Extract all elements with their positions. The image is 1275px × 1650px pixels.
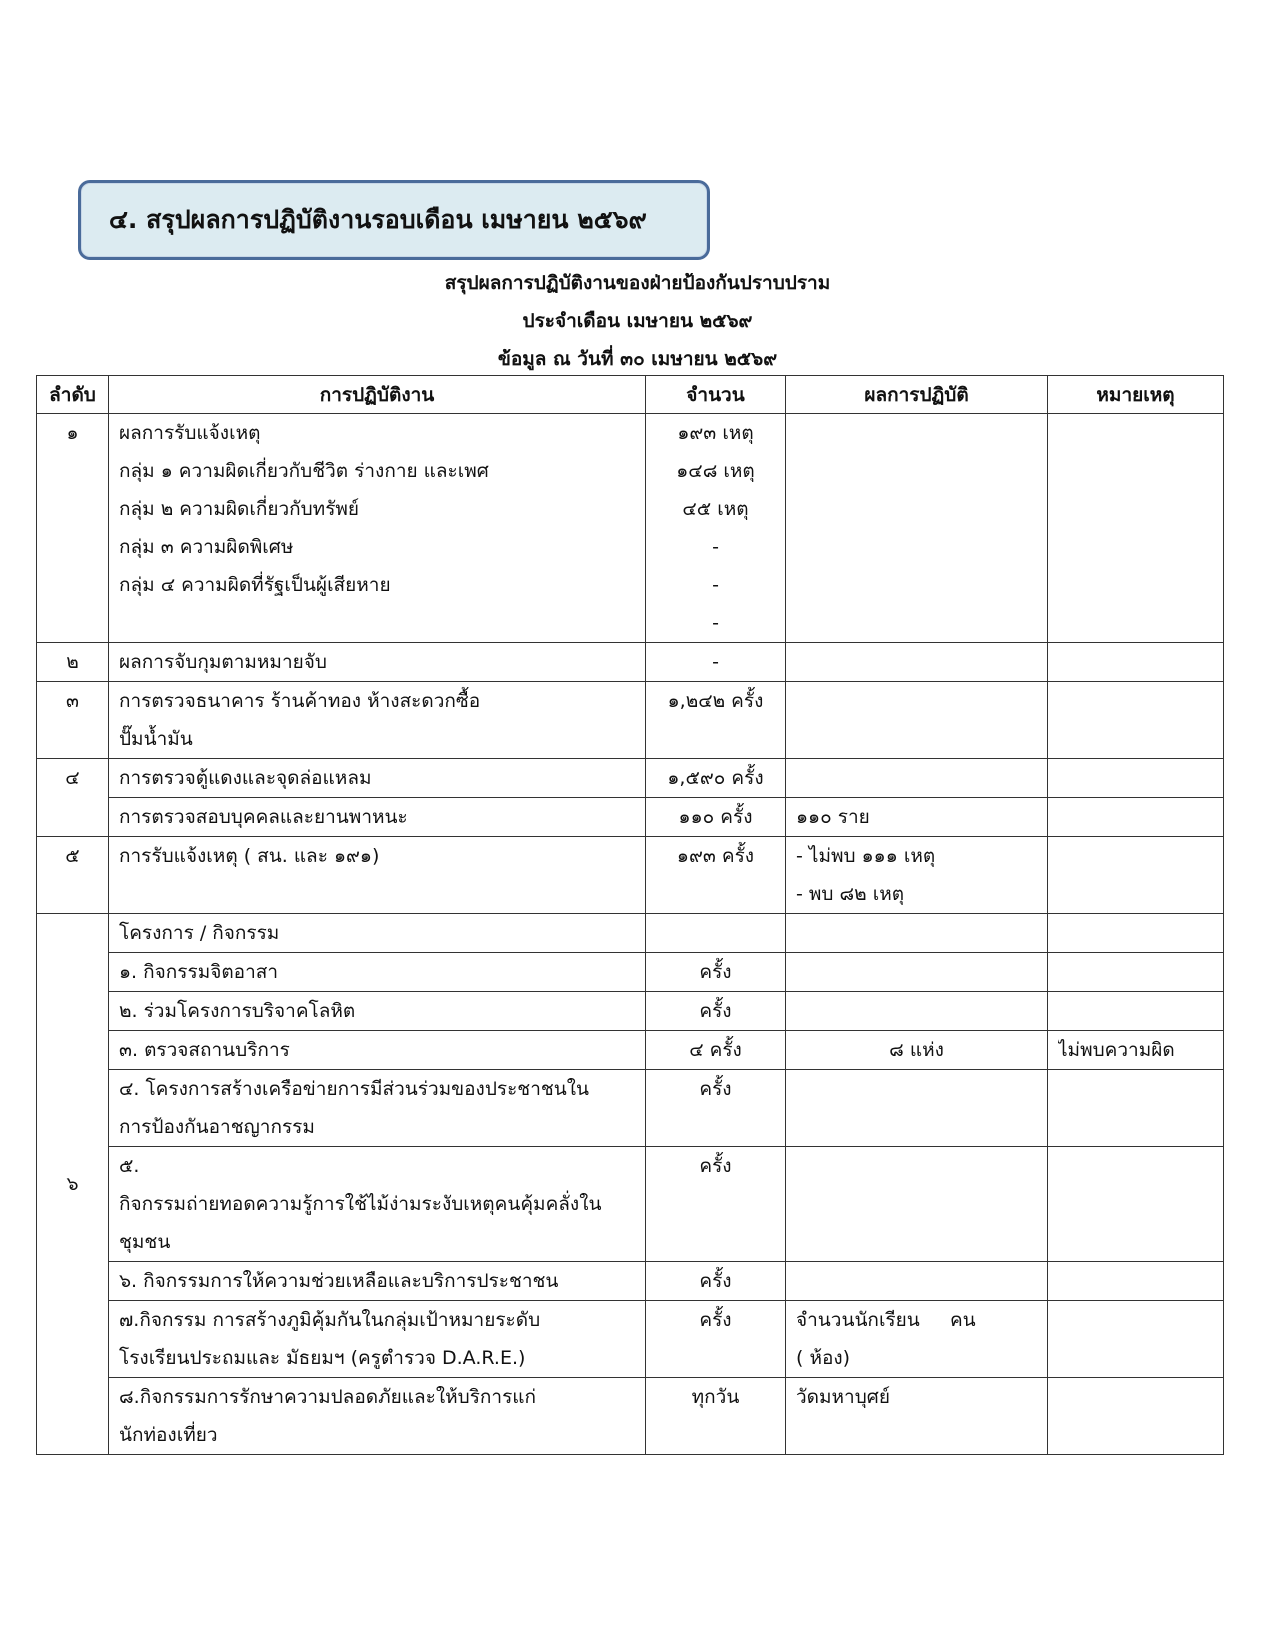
- quantity-value: ๑๔๘ เหตุ: [676, 460, 755, 482]
- report-title: สรุปผลการปฏิบัติงานของฝ่ายป้องกันปราบปราม: [444, 272, 831, 294]
- row-number: ๓: [66, 690, 79, 712]
- quantity-value: ๔ ครั้ง: [689, 1039, 742, 1061]
- task-line: โครงการ / กิจกรรม: [119, 922, 280, 944]
- table-row: [37, 1031, 1224, 1070]
- table-row: [37, 1147, 1224, 1262]
- task-line: ผลการจับกุมตามหมายจับ: [119, 651, 327, 673]
- table-row: [37, 414, 1224, 643]
- task-line: ๑. กิจกรรมจิตอาสา: [119, 961, 279, 983]
- result-value: ๑๑๐ ราย: [796, 806, 870, 828]
- table-row: [37, 682, 1224, 759]
- result-value: - ไม่พบ ๑๑๑ เหตุ: [796, 845, 936, 867]
- quantity-value: ๑๙๓ เหตุ: [677, 422, 754, 444]
- task-line: ๔. โครงการสร้างเครือข่ายการมีส่วนร่วมของประชาชนใน: [119, 1078, 590, 1100]
- report-as-of: ข้อมูล ณ วันที่ ๓๐ เมษายน ๒๕๖๙: [497, 348, 778, 370]
- task-line: การตรวจตู้แดงและจุดล่อแหลม: [119, 767, 372, 789]
- row-number: ๑: [66, 422, 79, 444]
- quantity-value: ครั้ง: [699, 961, 732, 983]
- task-line: กลุ่ม ๓ ความผิดพิเศษ: [119, 536, 294, 558]
- result-value: จำนวนนักเรียน คน: [796, 1309, 976, 1331]
- row-number: ๒: [66, 651, 79, 673]
- table-row: [37, 1070, 1224, 1147]
- result-value: วัดมหาบุศย์: [796, 1386, 890, 1408]
- task-line: กลุ่ม ๔ ความผิดที่รัฐเป็นผู้เสียหาย: [119, 574, 391, 596]
- task-line: ๒. ร่วมโครงการบริจาคโลหิต: [119, 1000, 356, 1022]
- quantity-value: ครั้ง: [699, 1000, 732, 1022]
- task-line: โรงเรียนประถมและ มัธยมฯ (ครูตำรวจ D.A.R.E.): [119, 1347, 526, 1369]
- result-value: ๘ แห่ง: [889, 1039, 944, 1061]
- table-row: [37, 914, 1224, 953]
- task-line: การตรวจธนาคาร ร้านค้าทอง ห้างสะดวกซื้อ: [119, 690, 481, 712]
- task-line: ผลการรับแจ้งเหตุ: [119, 422, 261, 444]
- quantity-value: ครั้ง: [699, 1309, 732, 1331]
- task-line: ชุมชน: [119, 1231, 171, 1253]
- remark-value: ไม่พบความผิด: [1058, 1039, 1175, 1061]
- table-row: [37, 798, 1224, 837]
- report-period: ประจำเดือน เมษายน ๒๕๖๙: [522, 310, 753, 332]
- section-title: ๔. สรุปผลการปฏิบัติงานรอบเดือน เมษายน ๒๕๖๙: [109, 205, 647, 234]
- table-row: [37, 643, 1224, 682]
- result-value: ( ห้อง): [796, 1347, 851, 1369]
- task-line: การรับแจ้งเหตุ ( สน. และ ๑๙๑): [119, 845, 380, 867]
- header-quantity: จำนวน: [646, 376, 786, 414]
- quantity-value: -: [712, 612, 719, 634]
- quantity-value: ครั้ง: [699, 1155, 732, 1177]
- row-number: ๕: [65, 845, 80, 867]
- task-line: ๖. กิจกรรมการให้ความช่วยเหลือและบริการประชาชน: [119, 1270, 559, 1292]
- quantity-value: ๔๕ เหตุ: [682, 498, 749, 520]
- task-line: ๓. ตรวจสถานบริการ: [119, 1039, 290, 1061]
- task-line: กิจกรรมถ่ายทอดความรู้การใช้ไม้ง่ามระงับเหตุคนคุ้มคลั่งใน: [119, 1193, 602, 1215]
- header-result: ผลการปฏิบัติ: [786, 376, 1048, 414]
- task-line: ๕.: [119, 1155, 140, 1177]
- task-line: นักท่องเที่ยว: [119, 1424, 218, 1446]
- row-number: ๔: [65, 767, 80, 789]
- table-row: [37, 992, 1224, 1031]
- table-header-row: [37, 376, 1224, 414]
- section-title-box: [78, 180, 710, 260]
- quantity-value: -: [712, 651, 719, 673]
- table-row: [37, 837, 1224, 914]
- task-line: กลุ่ม ๒ ความผิดเกี่ยวกับทรัพย์: [119, 498, 360, 520]
- task-line: การป้องกันอาชญากรรม: [119, 1116, 315, 1138]
- table-row: [37, 1301, 1224, 1378]
- summary-table: [36, 375, 1224, 1455]
- table-row: [37, 1262, 1224, 1301]
- quantity-value: ๑,๒๔๒ ครั้ง: [667, 690, 764, 712]
- quantity-value: ๑๑๐ ครั้ง: [678, 806, 753, 828]
- quantity-value: ๑,๕๙๐ ครั้ง: [667, 767, 764, 789]
- row-number: ๖: [66, 1173, 79, 1195]
- table-row: [37, 953, 1224, 992]
- quantity-value: ครั้ง: [699, 1078, 732, 1100]
- table-row: [37, 1378, 1224, 1455]
- task-line: การตรวจสอบบุคคลและยานพาหนะ: [119, 806, 408, 828]
- task-line: ปั๊มน้ำมัน: [119, 728, 193, 750]
- quantity-value: ๑๙๓ ครั้ง: [676, 845, 755, 867]
- table-row: [37, 759, 1224, 798]
- quantity-value: ทุกวัน: [691, 1386, 740, 1408]
- header-no: ลำดับ: [37, 376, 109, 414]
- header-remark: หมายเหตุ: [1048, 376, 1224, 414]
- task-line: ๗.กิจกรรม การสร้างภูมิคุ้มกันในกลุ่มเป้าหมายระดับ: [119, 1309, 541, 1331]
- result-value: - พบ ๘๒ เหตุ: [796, 883, 905, 905]
- task-line: ๘.กิจกรรมการรักษาความปลอดภัยและให้บริการแก่: [119, 1386, 537, 1408]
- quantity-value: -: [712, 574, 719, 596]
- quantity-value: ครั้ง: [699, 1270, 732, 1292]
- quantity-value: -: [712, 536, 719, 558]
- header-task: การปฏิบัติงาน: [109, 376, 646, 414]
- task-line: กลุ่ม ๑ ความผิดเกี่ยวกับชีวิต ร่างกาย และเพศ: [119, 460, 489, 482]
